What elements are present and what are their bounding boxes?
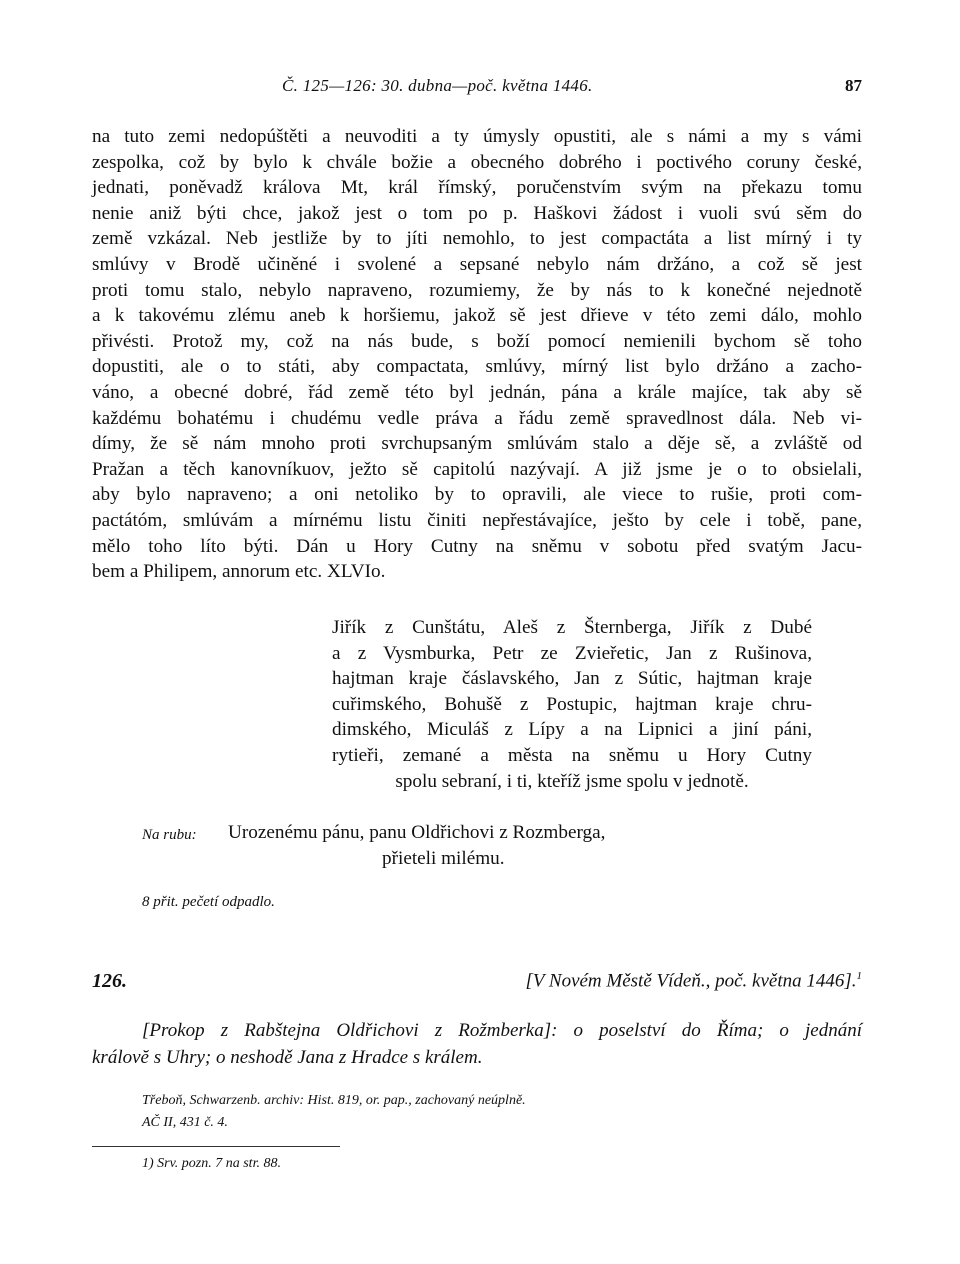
page-header [92, 76, 862, 100]
body-line: a k takovému zlému aneb k horšiemu, jakož sě jest dřieve v této zemi dálo, mohlo [92, 305, 862, 327]
signatories-line: a z Vysmburka, Petr ze Zvieřetic, Jan z Rušinova, [332, 642, 812, 664]
signatories-block [332, 615, 812, 794]
signatories-line: hajtman kraje čáslavského, Jan z Sútic, hajtman kraje [332, 668, 812, 690]
body-line: pactátóm, smlúvám a mírnému listu činiti nepřestávajíce, ješto by cele i tobě, pane, [92, 509, 862, 531]
footnote-divider [92, 1146, 340, 1147]
seal-note: 8 přit. pečetí odpadlo. [142, 894, 275, 910]
body-line: dopustiti, ale o to státi, aby compactata, smlúvy, mírný list bylo držáno a zacho- [92, 356, 862, 378]
page-number: 87 [845, 76, 862, 95]
source-line: Třeboň, Schwarzenb. archiv: Hist. 819, or. pap., zachovaný neúplně. [142, 1093, 526, 1108]
letter-body [92, 124, 862, 585]
signatories-line: spolu sebraní, i ti, kteříž jsme spolu v jednotě. [395, 770, 749, 792]
body-line: zespolka, což by bylo k chvále božie a obecného dobrého i poctivého coruny české, [92, 151, 862, 173]
signatories-line: dimského, Miculáš z Lípy a na Lipnici a jiní páni, [332, 719, 812, 741]
body-line: proti tomu stalo, nebylo napraveno, rozumiemy, že by nás to k konečné nejednotě [92, 279, 862, 301]
body-line: na tuto zemi nedopúštěti a neuvoditi a ty úmysly opustiti, ale s námi a my s vámi [92, 126, 862, 147]
address-line: přieteli milému. [382, 848, 505, 869]
body-line: smlúvy v Brodě učiněné i svolené a sepsané nebylo nám držáno, a což sě jest [92, 253, 862, 275]
signatories-line: Jiřík z Cunštátu, Aleš z Šternberga, Jiřík z Dubé [332, 617, 812, 638]
body-line: země vzkázal. Neb jestliže by to jíti nemohlo, to jest compactáta a list mírný i ty [92, 228, 862, 250]
running-title: Č. 125—126: 30. dubna—poč. května 1446. [282, 76, 593, 95]
body-line: aby bylo napraveno; a oni netoliko by to opravili, ale viece to rušie, proti com- [92, 484, 862, 506]
address-label: Na rubu: [142, 827, 197, 843]
regest-line: královĕ s Uhry; o neshodě Jana z Hradce s králem. [92, 1047, 483, 1068]
signatories-line: cuřimského, Bohušě z Postupic, hajtman kraje chru- [332, 693, 812, 715]
document-number: 126. [92, 970, 127, 992]
document-date-text: [V Novém Městě Vídeň., poč. května 1446]. [525, 970, 857, 992]
body-line: Pražan a těch kanovníkuov, ježto sě capitolú nazývají. A již jsme je o to obsielali, [92, 458, 862, 480]
body-line: jednati, poněvadž králova Mt, král římský, poručenstvím svým na překazu tomu [92, 177, 862, 199]
body-line: váno, a obecné dobré, řád země této byl jednán, pána a krále majíce, tak aby sě [92, 381, 862, 403]
footnote: 1) Srv. pozn. 7 na str. 88. [142, 1156, 281, 1171]
source-note [142, 1090, 526, 1134]
source-line: AČ II, 431 č. 4. [142, 1115, 228, 1130]
regest [92, 1017, 862, 1071]
body-line: přivésti. Protož my, což na nás bude, s boží pomocí nemienili bychom sě toho [92, 330, 862, 352]
footnote-ref: 1 [856, 970, 862, 982]
regest-line: [Prokop z Rabštejna Oldřichovi z Rožmberka]: o poselství do Říma; o jednání [142, 1020, 862, 1041]
document-date [525, 970, 862, 992]
body-line: nenie aniž býti chce, jakož jest o tom po p. Haškovi žádost i vuoli svú sěm do [92, 202, 862, 224]
body-line: bem a Philipem, annorum etc. XLVIo. [92, 561, 386, 583]
address-line: Urozenému pánu, panu Oldřichovi z Rozmberga, [228, 822, 606, 843]
body-line: dímy, že sě nám mnoho proti svrchupsaným smlúvám stalo a děje sě, a zvláště od [92, 433, 862, 455]
body-line: každému bohatému i chudému vedle práva a řádu země spravedlnost dála. Neb vi- [92, 407, 862, 429]
signatories-line: rytieři, zemané a města na sněmu u Hory Cutny [332, 744, 812, 766]
body-line: mělo toho líto býti. Dán u Hory Cutny na sněmu v sobotu před svatým Jacu- [92, 535, 862, 557]
